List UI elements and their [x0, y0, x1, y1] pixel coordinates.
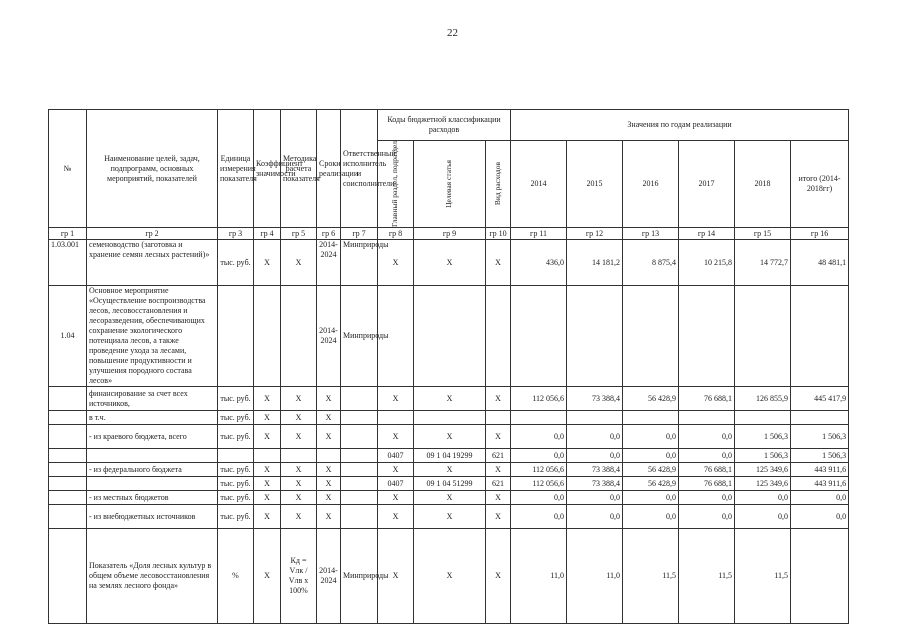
table-row	[49, 529, 849, 624]
row-unit: тыс. руб.	[218, 505, 254, 529]
row-coef: Х	[254, 491, 281, 505]
row-value: 14 181,2	[567, 240, 623, 286]
row-value: 1 506,3	[791, 449, 849, 463]
table-row	[49, 505, 849, 529]
row-method: Х	[281, 491, 317, 505]
row-code2: Х	[414, 387, 486, 411]
row-unit: тыс. руб.	[218, 240, 254, 286]
colnum: гр 5	[281, 228, 317, 240]
header-row-1	[49, 110, 849, 141]
h-code2: Целевая статья	[444, 160, 454, 208]
row-code1: Х	[378, 491, 414, 505]
row-name: - из внебюджетных источников	[87, 505, 218, 529]
h-codes: Коды бюджетной классификации расходов	[378, 110, 511, 141]
h-no: №	[49, 110, 87, 228]
colnum: гр 9	[414, 228, 486, 240]
row-value: 0,0	[623, 449, 679, 463]
row-term: Х	[317, 387, 341, 411]
table-row	[49, 477, 849, 491]
row-value: 0,0	[791, 491, 849, 505]
row-value: 76 688,1	[679, 387, 735, 411]
row-value: 11,0	[567, 529, 623, 624]
row-coef: Х	[254, 411, 281, 425]
row-value: 1 506,3	[735, 425, 791, 449]
page-number: 22	[447, 27, 458, 39]
row-term: 2014-2024	[317, 529, 341, 624]
row-code2: Х	[414, 491, 486, 505]
row-name: в т.ч.	[87, 411, 218, 425]
row-value: 0,0	[623, 505, 679, 529]
row-code3: Х	[486, 240, 511, 286]
row-value: 443 911,6	[791, 477, 849, 491]
row-value: 125 349,6	[735, 477, 791, 491]
row-unit: %	[218, 529, 254, 624]
colnum: гр 11	[511, 228, 567, 240]
row-unit: тыс. руб.	[218, 477, 254, 491]
row-value: 112 056,6	[511, 463, 567, 477]
colnum: гр 7	[341, 228, 378, 240]
row-term: Х	[317, 411, 341, 425]
row-code1: Х	[378, 387, 414, 411]
h-year: 2015	[567, 141, 623, 228]
row-name: - из краевого бюджета, всего	[87, 425, 218, 449]
row-value: 0,0	[679, 505, 735, 529]
h-year: 2016	[623, 141, 679, 228]
row-value: 73 388,4	[567, 387, 623, 411]
row-code1: Х	[378, 529, 414, 624]
row-coef: Х	[254, 387, 281, 411]
row-term: Х	[317, 477, 341, 491]
row-coef: Х	[254, 463, 281, 477]
colnum-row	[49, 228, 849, 240]
row-value: 8 875,4	[623, 240, 679, 286]
row-unit: тыс. руб.	[218, 491, 254, 505]
row-value: 0,0	[679, 491, 735, 505]
row-method: Х	[281, 463, 317, 477]
row-value: 112 056,6	[511, 477, 567, 491]
colnum: гр 2	[87, 228, 218, 240]
row-code1: Х	[378, 425, 414, 449]
row-code2: Х	[414, 425, 486, 449]
row-code3: Х	[486, 387, 511, 411]
row-method: Х	[281, 505, 317, 529]
row-coef: Х	[254, 240, 281, 286]
row-unit: тыс. руб.	[218, 463, 254, 477]
row-value: 1 506,3	[791, 425, 849, 449]
row-method: Х	[281, 411, 317, 425]
row-value: 73 388,4	[567, 477, 623, 491]
program-table	[48, 109, 849, 624]
h-code1: Главный раздел, подраздел	[390, 141, 400, 228]
row-method: Х	[281, 477, 317, 491]
row-value: 56 428,9	[623, 477, 679, 491]
table-row	[49, 449, 849, 463]
row-code1: Х	[378, 505, 414, 529]
row-code1: 0407	[378, 449, 414, 463]
row-code1: Х	[378, 240, 414, 286]
row-value: 445 417,9	[791, 387, 849, 411]
colnum: гр 12	[567, 228, 623, 240]
h-name: Наименование целей, задач, подпрограмм, основных мероприятий, показателей	[87, 110, 218, 228]
table-row	[49, 425, 849, 449]
row-value: 0,0	[511, 491, 567, 505]
row-code3: Х	[486, 491, 511, 505]
row-value: 125 349,6	[735, 463, 791, 477]
row-value: 0,0	[511, 505, 567, 529]
row-term: Х	[317, 463, 341, 477]
row-value: 76 688,1	[679, 477, 735, 491]
row-code3: Х	[486, 425, 511, 449]
row-unit: тыс. руб.	[218, 411, 254, 425]
row-value: 126 855,9	[735, 387, 791, 411]
row-value: 0,0	[567, 505, 623, 529]
row-value: 0,0	[623, 491, 679, 505]
row-value: 0,0	[735, 505, 791, 529]
row-code3: Х	[486, 529, 511, 624]
colnum: гр 6	[317, 228, 341, 240]
row-method: Х	[281, 387, 317, 411]
h-unit: Единица измерения показателя	[218, 110, 254, 228]
row-value: 76 688,1	[679, 463, 735, 477]
row-code3: 621	[486, 477, 511, 491]
row-value: 0,0	[567, 449, 623, 463]
row-code2: 09 1 04 51299	[414, 477, 486, 491]
table-row	[49, 491, 849, 505]
h-method: Методика расчета показателя	[281, 110, 317, 228]
row-value: 48 481,1	[791, 240, 849, 286]
row-name: семеноводство (заготовка и хранение семян лесных растений)»	[87, 240, 218, 286]
colnum: гр 8	[378, 228, 414, 240]
row-code2: 09 1 04 19299	[414, 449, 486, 463]
table-row	[49, 387, 849, 411]
row-value: 11,0	[511, 529, 567, 624]
row-name: финансирование за счет всех источников,	[87, 387, 218, 411]
colnum: гр 16	[791, 228, 849, 240]
row-value	[791, 529, 849, 624]
h-year: 2014	[511, 141, 567, 228]
row-value: 0,0	[567, 425, 623, 449]
h-year-total: итого (2014-2018гг)	[791, 141, 849, 228]
row-unit: тыс. руб.	[218, 425, 254, 449]
row-value: 112 056,6	[511, 387, 567, 411]
colnum: гр 4	[254, 228, 281, 240]
row-method: Х	[281, 425, 317, 449]
row-value: 14 772,7	[735, 240, 791, 286]
row-name: - из федерального бюджета	[87, 463, 218, 477]
colnum: гр 15	[735, 228, 791, 240]
row-unit: тыс. руб.	[218, 387, 254, 411]
row-value: 443 911,6	[791, 463, 849, 477]
h-year: 2018	[735, 141, 791, 228]
h-values: Значения по годам реализации	[511, 110, 849, 141]
row-coef: Х	[254, 477, 281, 491]
h-resp: Ответственный исполнитель и соисполнители	[341, 110, 378, 228]
row-number: 1.04	[49, 286, 87, 387]
row-term: Х	[317, 491, 341, 505]
row-name: - из местных бюджетов	[87, 491, 218, 505]
row-method: Х	[281, 240, 317, 286]
row-code3: 621	[486, 449, 511, 463]
row-value: 11,5	[679, 529, 735, 624]
row-resp: Минприроды	[341, 529, 378, 624]
table-row	[49, 240, 849, 286]
colnum: гр 1	[49, 228, 87, 240]
h-code3: Вид расходов	[492, 162, 502, 206]
row-code3: Х	[486, 463, 511, 477]
table-row	[49, 463, 849, 477]
row-value: 0,0	[511, 425, 567, 449]
row-term: 2014-2024	[317, 240, 341, 286]
row-value: 1 506,3	[735, 449, 791, 463]
row-value: 11,5	[623, 529, 679, 624]
row-name: Основное мероприятие «Осуществление воспроизводства лесов, лесовосстановления и лесоразведения, обеспечивающих сохранение экологического потенциала лесов, а также проведение ухода за лесами, повышение продуктивности и улучшения породного состава лесов»	[87, 286, 218, 387]
row-value: 0,0	[511, 449, 567, 463]
row-method: Кд = Vлк / Vлв х 100%	[281, 529, 317, 624]
h-term: Сроки реализации	[317, 110, 341, 228]
colnum: гр 10	[486, 228, 511, 240]
colnum: гр 14	[679, 228, 735, 240]
row-value: 0,0	[679, 449, 735, 463]
row-coef: Х	[254, 529, 281, 624]
row-code2: Х	[414, 529, 486, 624]
table-row	[49, 286, 849, 387]
row-code1: Х	[378, 463, 414, 477]
table-row	[49, 411, 849, 425]
row-value: 0,0	[623, 425, 679, 449]
row-value: 0,0	[679, 425, 735, 449]
row-term: 2014-2024	[317, 286, 341, 387]
row-code2: Х	[414, 240, 486, 286]
row-coef: Х	[254, 505, 281, 529]
row-value: 0,0	[567, 491, 623, 505]
row-number: 1.03.001	[49, 240, 87, 286]
row-resp: Минприроды	[341, 286, 378, 387]
row-code2: Х	[414, 505, 486, 529]
row-name: Показатель «Доля лесных культур в общем объеме лесовосстановления на землях лесного фонда»	[87, 529, 218, 624]
row-resp: Минприроды	[341, 240, 378, 286]
row-value: 0,0	[735, 491, 791, 505]
row-term: Х	[317, 425, 341, 449]
row-value: 10 215,8	[679, 240, 735, 286]
row-value: 56 428,9	[623, 387, 679, 411]
row-code3: Х	[486, 505, 511, 529]
row-term: Х	[317, 505, 341, 529]
row-code2: Х	[414, 463, 486, 477]
row-value: 56 428,9	[623, 463, 679, 477]
row-coef: Х	[254, 425, 281, 449]
row-value: 73 388,4	[567, 463, 623, 477]
row-value: 0,0	[791, 505, 849, 529]
row-value: 436,0	[511, 240, 567, 286]
row-code1: 0407	[378, 477, 414, 491]
h-coef: Коэффициент значимости	[254, 110, 281, 228]
colnum: гр 3	[218, 228, 254, 240]
row-value: 11,5	[735, 529, 791, 624]
h-year: 2017	[679, 141, 735, 228]
colnum: гр 13	[623, 228, 679, 240]
